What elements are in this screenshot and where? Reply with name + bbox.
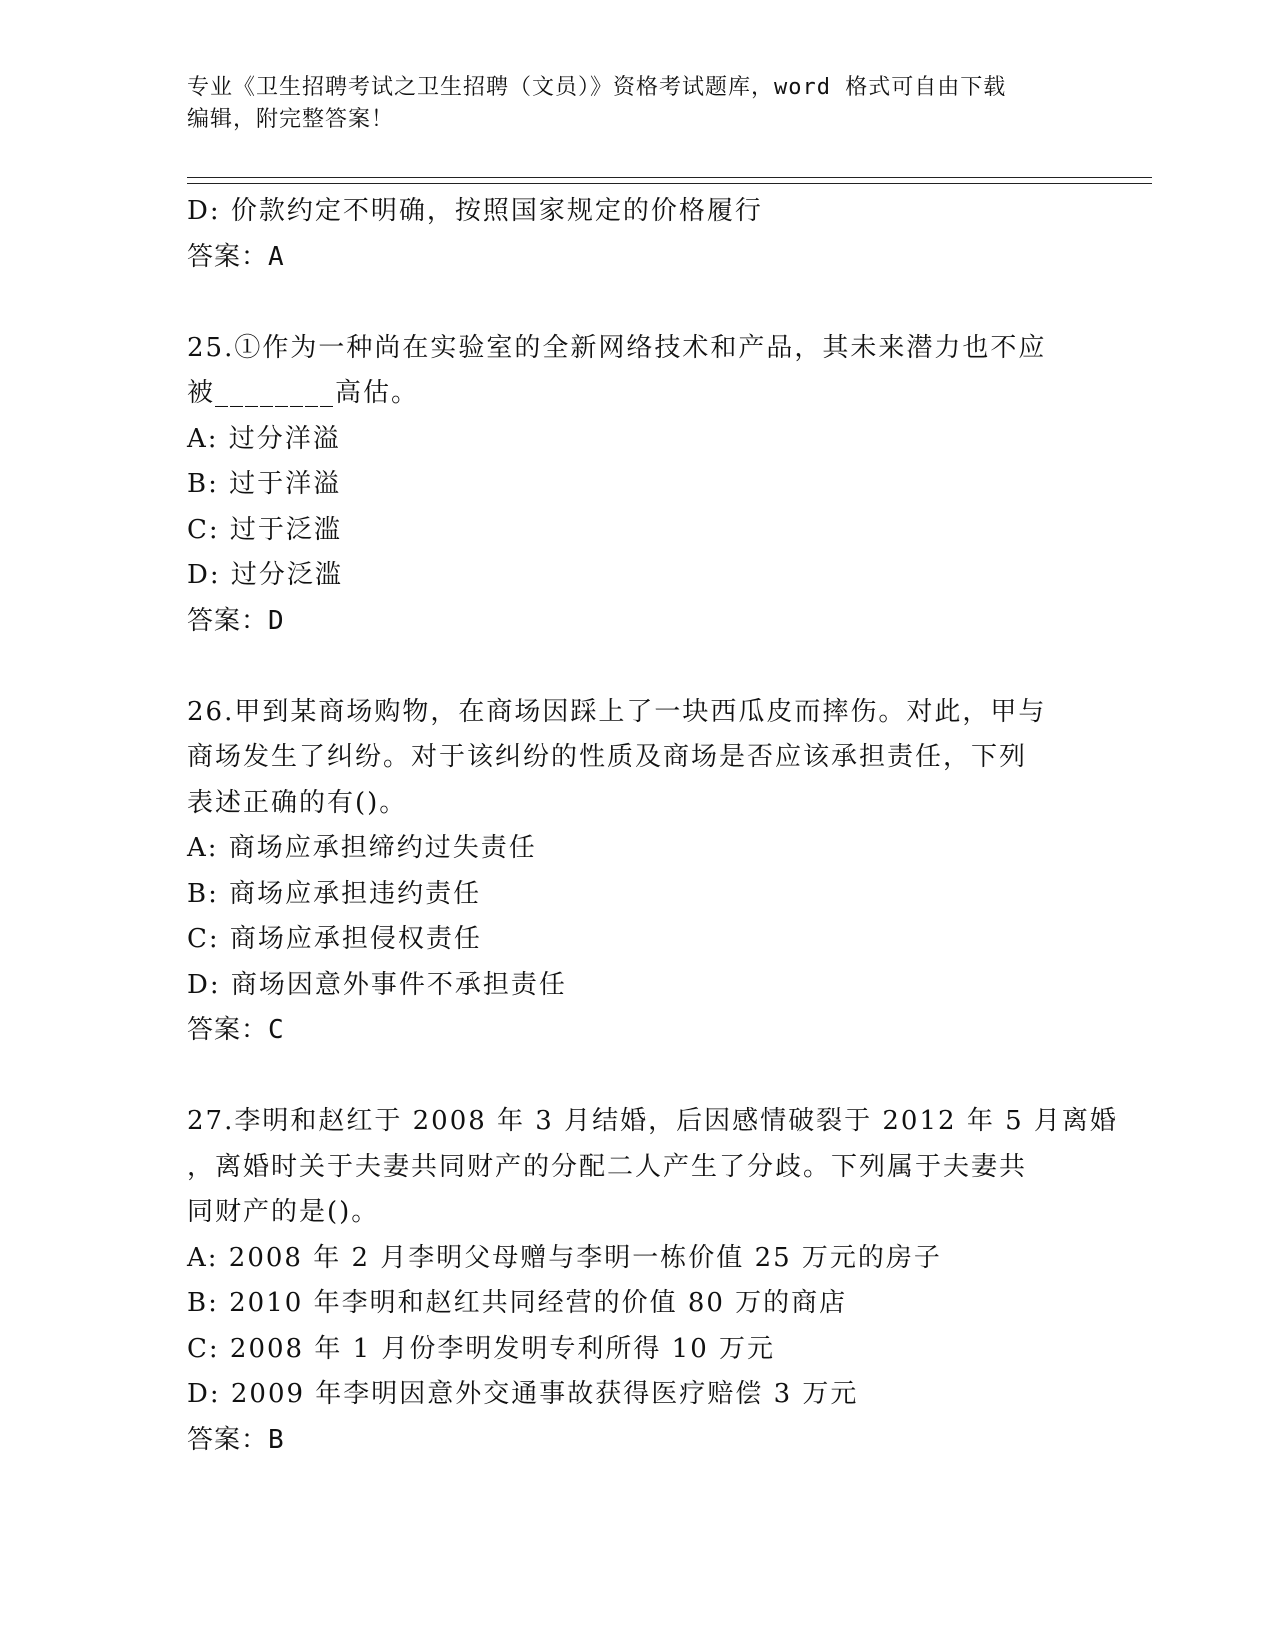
document-header xyxy=(187,72,1067,136)
question-25 xyxy=(187,326,1087,645)
document-body xyxy=(187,189,1118,1463)
question-stem-line: 同财产的是()。 xyxy=(187,1197,380,1227)
option-d: D: 2009 年李明因意外交通事故获得医疗赔偿 3 万元 xyxy=(187,1379,859,1409)
option-c: C: 过于泛滥 xyxy=(187,514,342,545)
header-line-2: 编辑，附完整答案！ xyxy=(187,107,395,132)
answer-line: 答案：D xyxy=(187,605,285,636)
option-a: A: 过分洋溢 xyxy=(187,423,341,454)
option-d: D: 过分泛滥 xyxy=(187,560,343,590)
answer-line: 答案：B xyxy=(187,1424,285,1455)
question-stem-line: 27.李明和赵红于 2008 年 3 月结婚，后因感情破裂于 2012 年 5 月离婚 xyxy=(187,1106,1118,1136)
option-a: A: 商场应承担缔约过失责任 xyxy=(187,833,537,863)
option-b: B: 商场应承担违约责任 xyxy=(187,878,482,909)
option-c: C: 2008 年 1 月份李明发明专利所得 10 万元 xyxy=(187,1333,776,1364)
option-b: B: 2010 年李明和赵红共同经营的价值 80 万的商店 xyxy=(187,1288,848,1318)
answer-line: 答案：C xyxy=(187,1015,285,1045)
header-divider-bottom xyxy=(187,183,1152,184)
option-a: A: 2008 年 2 月李明父母赠与李明一栋价值 25 万元的房子 xyxy=(187,1242,942,1273)
question-stem-line: 被________高估。 xyxy=(187,378,420,408)
question-stem-line: 25.①作为一种尚在实验室的全新网络技术和产品，其未来潜力也不应 xyxy=(187,332,1047,363)
question-27 xyxy=(187,1099,1118,1463)
header-divider-top xyxy=(187,177,1152,178)
question-stem-line: 26.甲到某商场购物，在商场因踩上了一块西瓜皮而摔伤。对此，甲与 xyxy=(187,696,1047,727)
answer-line: 答案：A xyxy=(187,241,285,272)
question-stem-line: 商场发生了纠纷。对于该纠纷的性质及商场是否应该承担责任，下列 xyxy=(187,742,1028,772)
previous-question xyxy=(187,189,1087,280)
question-stem-line: ，离婚时关于夫妻共同财产的分配二人产生了分歧。下列属于夫妻共 xyxy=(187,1151,1028,1182)
question-26 xyxy=(187,690,1087,1054)
header-line-1: 专业《卫生招聘考试之卫生招聘（文员）》资格考试题库，word 格式可自由下载 xyxy=(187,75,1007,100)
option-c: C: 商场应承担侵权责任 xyxy=(187,924,482,954)
option-d: D: 商场因意外事件不承担责任 xyxy=(187,969,567,1000)
option-d: D: 价款约定不明确，按照国家规定的价格履行 xyxy=(187,196,763,226)
question-stem-line: 表述正确的有()。 xyxy=(187,787,408,818)
option-b: B: 过于洋溢 xyxy=(187,469,342,499)
